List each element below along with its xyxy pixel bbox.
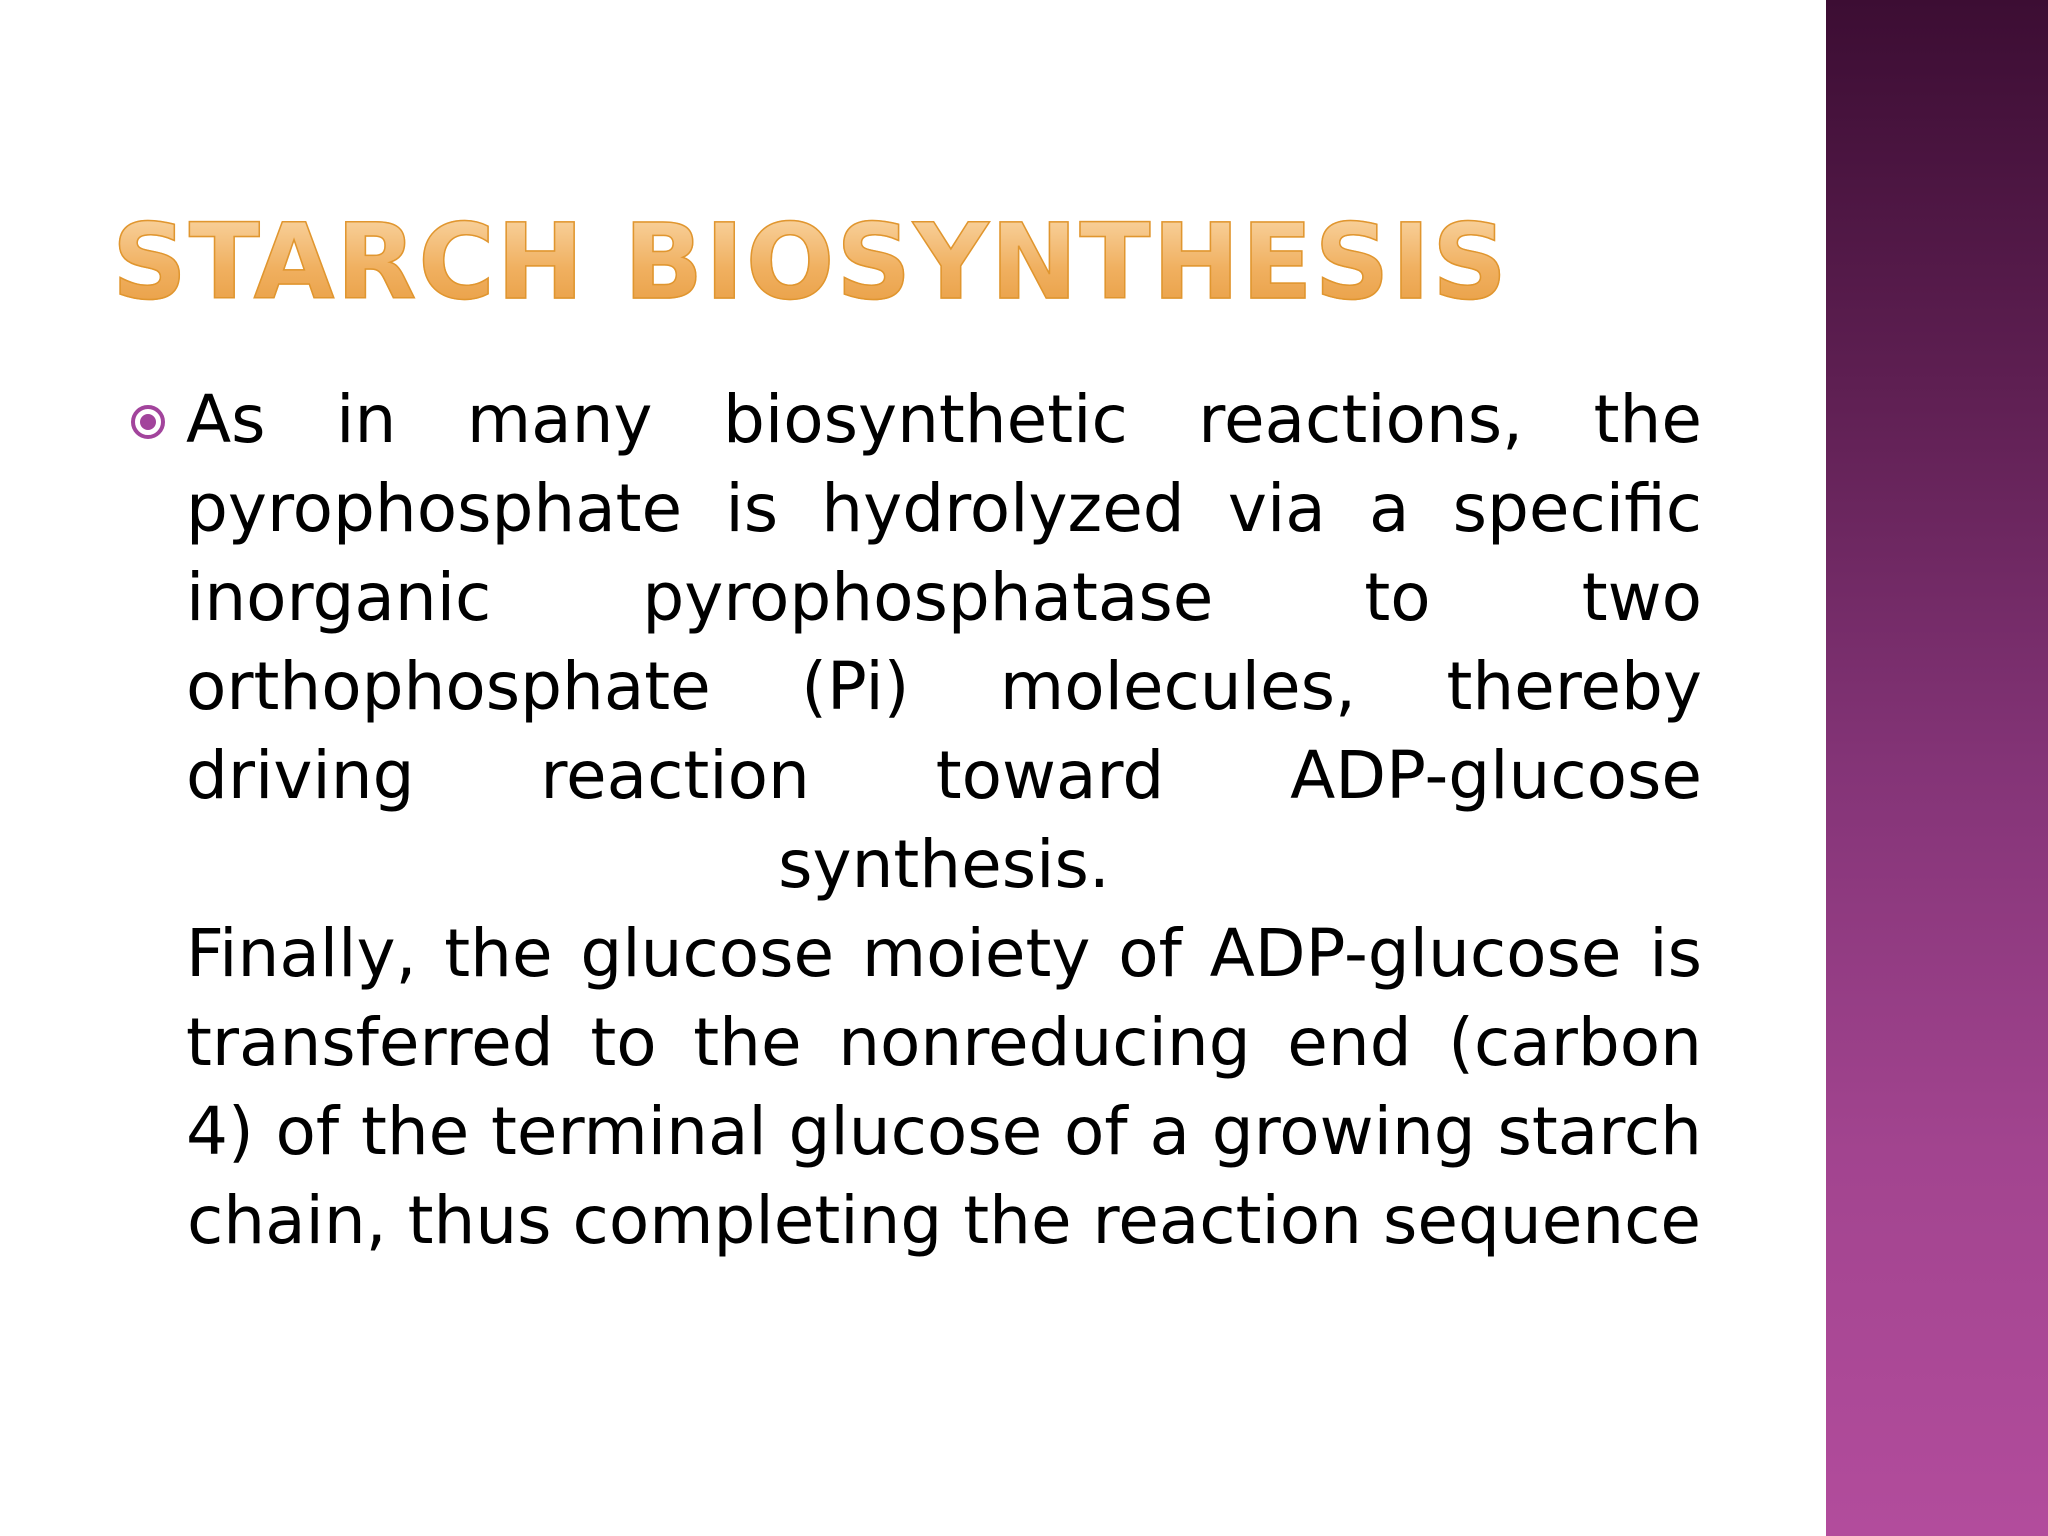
paragraph-pyrophosphate: As in many biosynthetic reactions, the pyrophosphate is hydrolyzed via a specific inorganic pyrophosphatase to two orthophosphate (Pi) molecules, thereby driving reaction toward ADP-glucose synthesis. [186,381,1702,903]
paragraph-glucose-transfer: Finally, the glucose moiety of ADP-glucose is transferred to the nonreducing end (carbon 4) of the terminal glucose of a growing starch chain, thus completing the reaction sequence [186,915,1702,1259]
circled-dot-icon [130,404,166,440]
slide-title: STARCH BIOSYNTHESIS [112,201,1510,323]
bullet-text [186,375,1702,1265]
decorative-side-bar [1826,0,2048,1536]
